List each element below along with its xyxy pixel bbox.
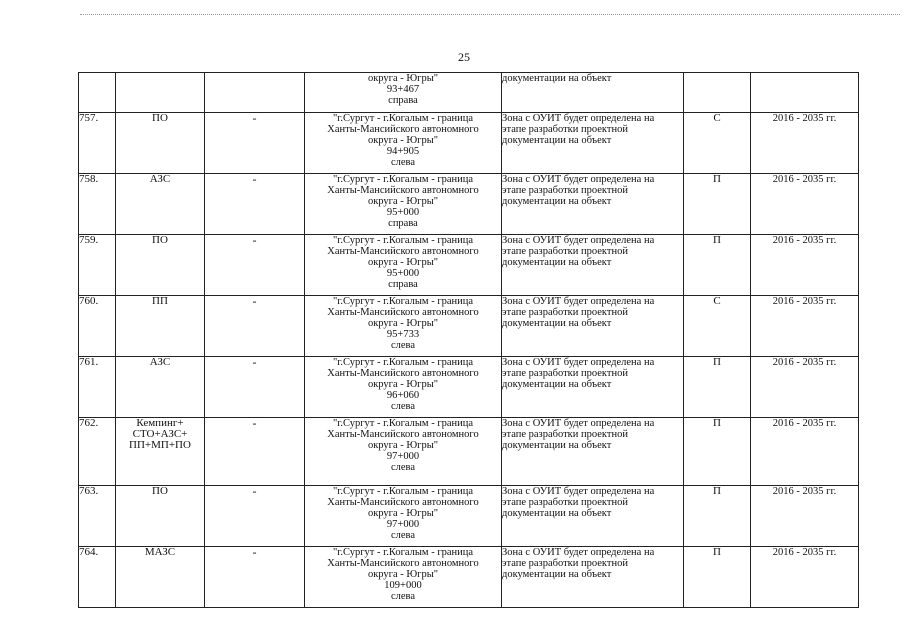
road-line: слева — [390, 530, 416, 541]
road-line: "г.Сургут - г.Когалым - граница — [332, 418, 474, 429]
zone-line: Зона с ОУИТ будет определена на — [502, 235, 655, 246]
cell-dash: - — [205, 113, 305, 174]
table-row — [79, 296, 859, 357]
object-type — [116, 547, 205, 608]
status-code: С — [684, 296, 751, 357]
road-line: справа — [388, 95, 418, 106]
cell-dash: - — [205, 357, 305, 418]
road-line: слева — [390, 340, 416, 351]
cell-dash — [205, 73, 305, 113]
status-code: П — [684, 418, 751, 486]
object-type-line: ПО — [152, 234, 168, 246]
road-line: Ханты-Мансийского автономного — [327, 185, 479, 196]
road-line: 97+000 — [386, 451, 420, 462]
object-type — [116, 174, 205, 235]
road-line: округа - Югры" — [367, 135, 439, 146]
road-line: 97+000 — [386, 519, 420, 530]
table-row — [79, 547, 859, 608]
zone-line: этапе разработки проектной — [502, 368, 628, 379]
zone-line: документации на объект — [502, 440, 612, 451]
row-number: 761. — [79, 357, 116, 418]
period: 2016 - 2035 гг. — [751, 357, 859, 418]
zone-line: документации на объект — [502, 379, 612, 390]
status-code: П — [684, 486, 751, 547]
road-line: Ханты-Мансийского автономного — [327, 307, 479, 318]
zone-line: Зона с ОУИТ будет определена на — [502, 113, 655, 124]
zone-description — [502, 174, 684, 235]
cell-zone — [502, 73, 684, 113]
road-line: Ханты-Мансийского автономного — [327, 246, 479, 257]
zone-line: этапе разработки проектной — [502, 429, 628, 440]
road-line: округа - Югры" — [367, 257, 439, 268]
zone-line: Зона с ОУИТ будет определена на — [502, 547, 655, 558]
zone-line: этапе разработки проектной — [502, 185, 628, 196]
road-line: "г.Сургут - г.Когалым - граница — [332, 357, 474, 368]
row-number: 762. — [79, 418, 116, 486]
zone-line: Зона с ОУИТ будет определена на — [502, 418, 655, 429]
cell-dash: - — [205, 296, 305, 357]
objects-table — [78, 72, 859, 608]
zone-line: этапе разработки проектной — [502, 246, 628, 257]
zone-description — [502, 113, 684, 174]
road-line: округа - Югры" — [367, 73, 439, 84]
road-line: "г.Сургут - г.Когалым - граница — [332, 486, 474, 497]
period: 2016 - 2035 гг. — [751, 418, 859, 486]
zone-line: этапе разработки проектной — [502, 497, 628, 508]
period: 2016 - 2035 гг. — [751, 296, 859, 357]
object-type-line: АЗС — [149, 173, 171, 185]
zone-description — [502, 296, 684, 357]
row-number: 758. — [79, 174, 116, 235]
cell-type — [116, 73, 205, 113]
cell-dash: - — [205, 418, 305, 486]
table-row — [79, 486, 859, 547]
zone-line: Зона с ОУИТ будет определена на — [502, 486, 655, 497]
road-line: округа - Югры" — [367, 379, 439, 390]
object-type — [116, 357, 205, 418]
road-line: слева — [390, 401, 416, 412]
row-number: 760. — [79, 296, 116, 357]
zone-description — [502, 418, 684, 486]
period: 2016 - 2035 гг. — [751, 113, 859, 174]
zone-line: этапе разработки проектной — [502, 124, 628, 135]
object-type-line: МАЗС — [144, 546, 176, 558]
period: 2016 - 2035 гг. — [751, 547, 859, 608]
object-type-line: Кемпинг+ — [136, 417, 184, 429]
cell-dash: - — [205, 486, 305, 547]
zone-line: этапе разработки проектной — [502, 558, 628, 569]
road-line: 109+000 — [384, 580, 422, 591]
zone-line: Зона с ОУИТ будет определена на — [502, 357, 655, 368]
status-code: П — [684, 174, 751, 235]
road-line: справа — [388, 279, 418, 290]
road-location — [305, 174, 502, 235]
continuation-row — [79, 73, 859, 113]
status-code: П — [684, 235, 751, 296]
road-line: слева — [390, 591, 416, 602]
road-line: округа - Югры" — [367, 318, 439, 329]
object-type-line: ПП+МП+ПО — [129, 439, 191, 451]
status-code: С — [684, 113, 751, 174]
zone-description — [502, 357, 684, 418]
object-type-line: ПО — [152, 112, 168, 124]
road-location — [305, 486, 502, 547]
zone-line: документации на объект — [502, 73, 612, 84]
cell-status — [684, 73, 751, 113]
road-line: "г.Сургут - г.Когалым - граница — [332, 296, 474, 307]
row-number: 764. — [79, 547, 116, 608]
zone-line: документации на объект — [502, 257, 612, 268]
road-line: округа - Югры" — [367, 569, 439, 580]
road-line: "г.Сургут - г.Когалым - граница — [332, 174, 474, 185]
zone-line: документации на объект — [502, 318, 612, 329]
zone-line: документации на объект — [502, 569, 612, 580]
object-type — [116, 418, 205, 486]
road-line: 95+000 — [386, 207, 420, 218]
zone-line: документации на объект — [502, 508, 612, 519]
zone-line: этапе разработки проектной — [502, 307, 628, 318]
road-line: 94+905 — [386, 146, 420, 157]
road-location — [305, 235, 502, 296]
road-line: слева — [390, 462, 416, 473]
table-row — [79, 357, 859, 418]
road-line: "г.Сургут - г.Когалым - граница — [332, 113, 474, 124]
road-location — [305, 357, 502, 418]
road-line: округа - Югры" — [367, 196, 439, 207]
object-type-line: СТО+АЗС+ — [132, 428, 188, 440]
road-line: Ханты-Мансийского автономного — [327, 368, 479, 379]
row-number: 757. — [79, 113, 116, 174]
road-line: справа — [388, 218, 418, 229]
period: 2016 - 2035 гг. — [751, 174, 859, 235]
cell-dash: - — [205, 174, 305, 235]
zone-line: Зона с ОУИТ будет определена на — [502, 174, 655, 185]
road-location — [305, 418, 502, 486]
road-line: округа - Югры" — [367, 440, 439, 451]
road-location — [305, 296, 502, 357]
road-line: 95+733 — [386, 329, 420, 340]
road-location — [305, 113, 502, 174]
period: 2016 - 2035 гг. — [751, 235, 859, 296]
zone-line: Зона с ОУИТ будет определена на — [502, 296, 655, 307]
road-line: Ханты-Мансийского автономного — [327, 429, 479, 440]
status-code: П — [684, 547, 751, 608]
road-line: 96+060 — [386, 390, 420, 401]
object-type-line: АЗС — [149, 356, 171, 368]
table-row — [79, 174, 859, 235]
road-location — [305, 547, 502, 608]
row-number: 763. — [79, 486, 116, 547]
road-line: 95+000 — [386, 268, 420, 279]
page-number: 25 — [458, 50, 470, 64]
object-type-line: ПО — [152, 485, 168, 497]
cell-num — [79, 73, 116, 113]
zone-line: документации на объект — [502, 196, 612, 207]
cell-dash: - — [205, 235, 305, 296]
zone-description — [502, 486, 684, 547]
road-line: Ханты-Мансийского автономного — [327, 497, 479, 508]
scan-top-edge — [80, 14, 900, 15]
period: 2016 - 2035 гг. — [751, 486, 859, 547]
row-number: 759. — [79, 235, 116, 296]
object-type — [116, 296, 205, 357]
zone-description — [502, 547, 684, 608]
road-line: Ханты-Мансийского автономного — [327, 124, 479, 135]
zone-line: документации на объект — [502, 135, 612, 146]
object-type — [116, 113, 205, 174]
road-line: "г.Сургут - г.Когалым - граница — [332, 547, 474, 558]
object-type — [116, 235, 205, 296]
table-row — [79, 418, 859, 486]
zone-description — [502, 235, 684, 296]
table-row — [79, 113, 859, 174]
road-line: "г.Сургут - г.Когалым - граница — [332, 235, 474, 246]
cell-dash: - — [205, 547, 305, 608]
cell-road — [305, 73, 502, 113]
table-row — [79, 235, 859, 296]
cell-period — [751, 73, 859, 113]
road-line: округа - Югры" — [367, 508, 439, 519]
object-type — [116, 486, 205, 547]
status-code: П — [684, 357, 751, 418]
road-line: 93+467 — [386, 84, 420, 95]
road-line: Ханты-Мансийского автономного — [327, 558, 479, 569]
road-line: слева — [390, 157, 416, 168]
object-type-line: ПП — [152, 295, 168, 307]
